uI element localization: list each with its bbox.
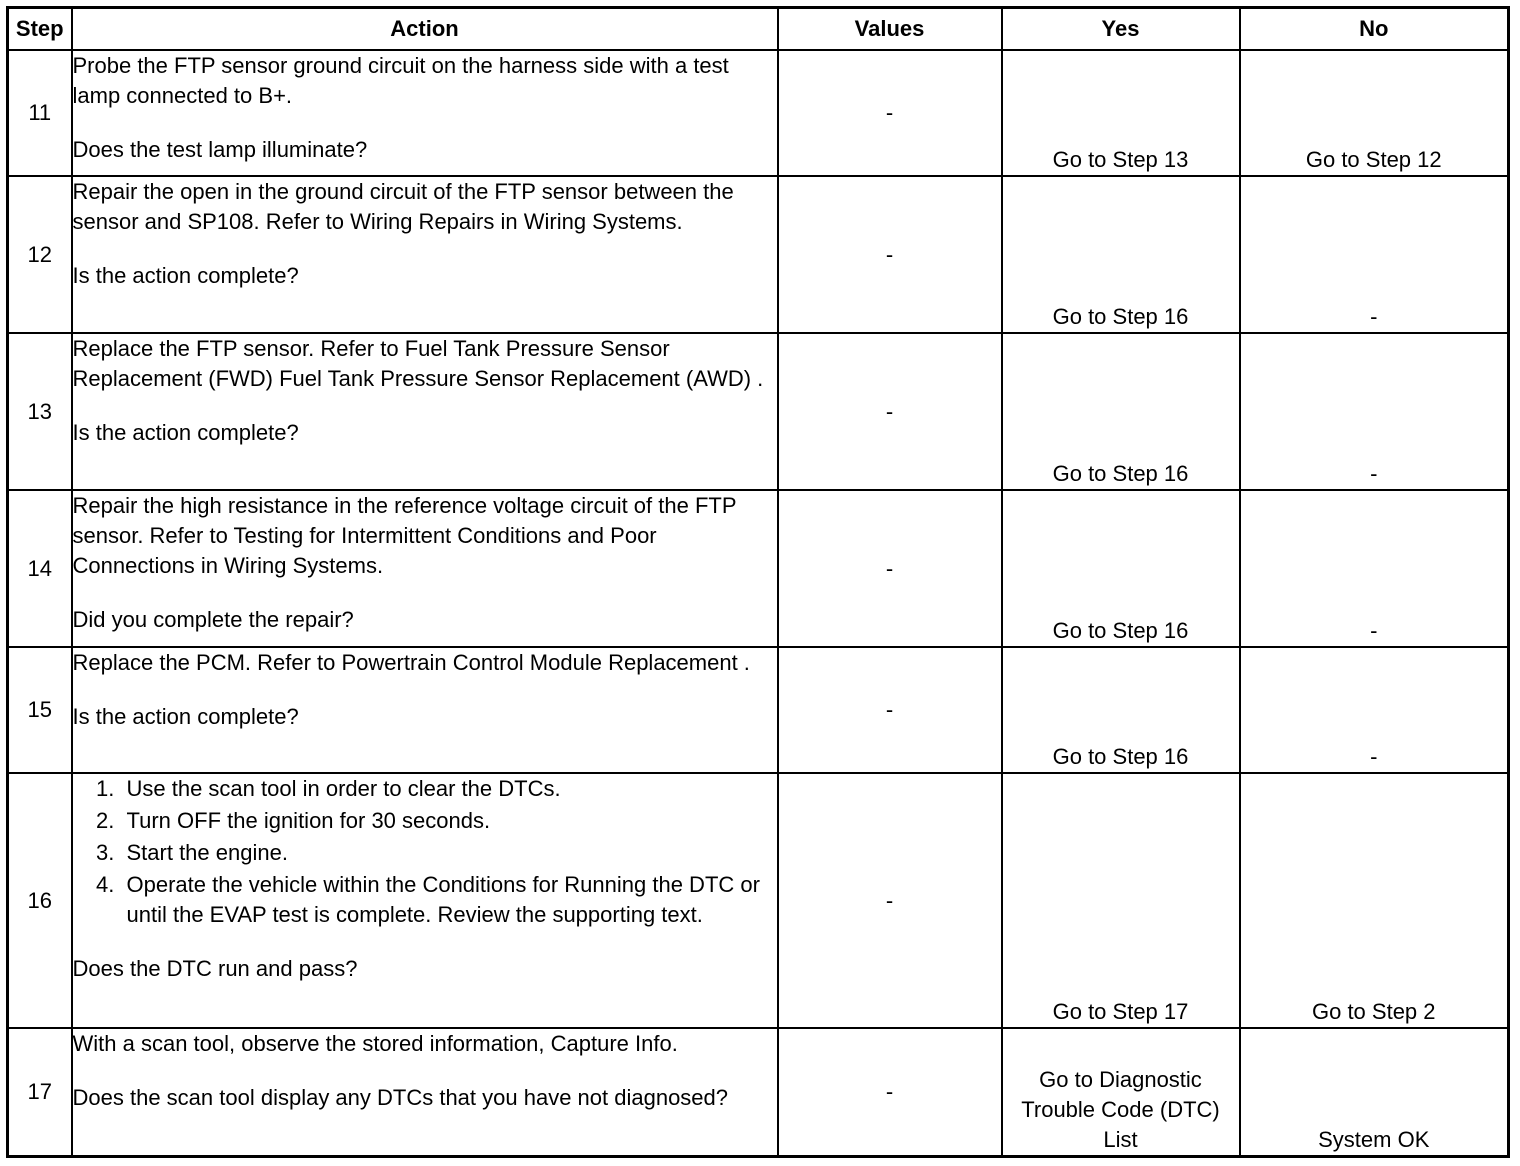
action-cell [72, 333, 778, 490]
list-item: 4. Operate the vehicle within the Conditions for Running the DTC or until the EVAP test is complete. Review the supporting text. [121, 870, 777, 930]
header-action: Action [72, 8, 778, 51]
action-text: Replace the PCM. Refer to Powertrain Control Module Replacement . [72, 650, 750, 676]
step-number: 17 [8, 1028, 72, 1156]
action-question: Did you complete the repair? [72, 607, 354, 633]
header-row [8, 8, 1509, 51]
table-row [8, 647, 1509, 773]
action-question: Is the action complete? [72, 420, 299, 446]
diagnostic-table [6, 6, 1510, 1158]
action-question: Is the action complete? [72, 704, 299, 730]
values-cell: - [778, 1028, 1002, 1156]
table-row [8, 50, 1509, 176]
action-cell [72, 1028, 778, 1156]
step-number: 15 [8, 647, 72, 773]
action-cell [72, 50, 778, 176]
no-cell: - [1240, 490, 1509, 647]
no-cell: Go to Step 12 [1240, 50, 1509, 176]
yes-cell: Go to Step 16 [1002, 647, 1240, 773]
values-cell: - [778, 773, 1002, 1028]
no-cell: - [1240, 176, 1509, 333]
action-question: Does the DTC run and pass? [72, 956, 358, 982]
step-number: 16 [8, 773, 72, 1028]
action-text: Replace the FTP sensor. Refer to Fuel Tank Pressure Sensor Replacement (FWD) Fuel Tank Pressure Sensor Replacement (AWD) . [72, 336, 764, 392]
action-question: Does the scan tool display any DTCs that you have not diagnosed? [72, 1085, 729, 1111]
values-cell: - [778, 50, 1002, 176]
header-yes: Yes [1002, 8, 1240, 51]
action-question: Is the action complete? [72, 263, 299, 289]
table-row [8, 176, 1509, 333]
list-item: 2. Turn OFF the ignition for 30 seconds. [121, 806, 777, 836]
table-row [8, 1028, 1509, 1156]
table-row [8, 773, 1509, 1028]
action-cell [72, 647, 778, 773]
action-text: Repair the high resistance in the reference voltage circuit of the FTP sensor. Refer to Testing for Intermittent Conditions and Poor Connections in Wiring Systems. [72, 493, 737, 579]
no-cell: Go to Step 2 [1240, 773, 1509, 1028]
yes-cell: Go to Step 16 [1002, 176, 1240, 333]
header-step: Step [8, 8, 72, 51]
step-number: 14 [8, 490, 72, 647]
action-text: Repair the open in the ground circuit of the FTP sensor between the sensor and SP108. Refer to Wiring Repairs in Wiring Systems. [72, 179, 734, 235]
yes-cell: Go to Step 17 [1002, 773, 1240, 1028]
values-cell: - [778, 333, 1002, 490]
action-cell [72, 773, 778, 1028]
step-number: 11 [8, 50, 72, 176]
action-question: Does the test lamp illuminate? [72, 137, 368, 162]
step-number: 13 [8, 333, 72, 490]
values-cell: - [778, 176, 1002, 333]
list-item: 1. Use the scan tool in order to clear the DTCs. [121, 774, 777, 804]
table-row [8, 490, 1509, 647]
table-row [8, 333, 1509, 490]
no-cell: System OK [1240, 1028, 1509, 1156]
procedure-list [73, 774, 777, 930]
no-cell: - [1240, 333, 1509, 490]
action-text: With a scan tool, observe the stored information, Capture Info. [72, 1031, 678, 1057]
no-cell: - [1240, 647, 1509, 773]
yes-cell: Go to Step 16 [1002, 333, 1240, 490]
action-text: Probe the FTP sensor ground circuit on the harness side with a test lamp connected to B+. [72, 53, 729, 108]
yes-cell: Go to Step 16 [1002, 490, 1240, 647]
step-number: 12 [8, 176, 72, 333]
values-cell: - [778, 490, 1002, 647]
action-cell [72, 490, 778, 647]
action-cell [72, 176, 778, 333]
list-item: 3. Start the engine. [121, 838, 777, 868]
header-no: No [1240, 8, 1509, 51]
yes-cell: Go to Step 13 [1002, 50, 1240, 176]
values-cell: - [778, 647, 1002, 773]
yes-cell: Go to Diagnostic Trouble Code (DTC) List [1002, 1028, 1240, 1156]
header-values: Values [778, 8, 1002, 51]
